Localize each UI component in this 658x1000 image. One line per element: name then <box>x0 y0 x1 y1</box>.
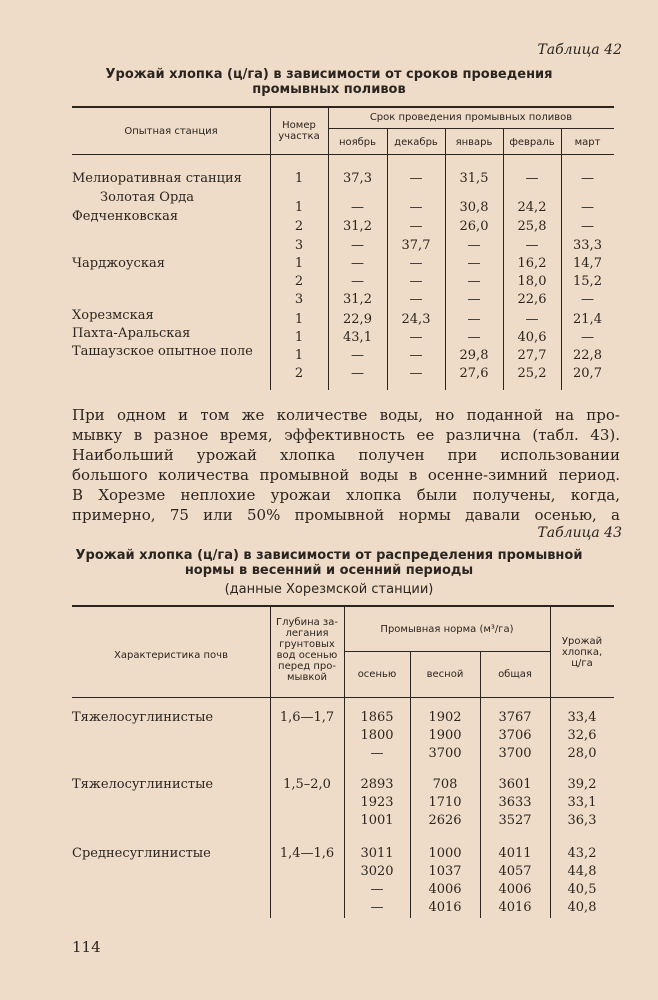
yield-value: 33,3 <box>573 238 602 253</box>
yield-value: — <box>581 292 594 307</box>
table42-top-rule <box>72 106 614 108</box>
wash-norm-value: 4016 <box>428 900 462 915</box>
yield-value: — <box>525 312 539 327</box>
wash-norm-value: 1902 <box>428 710 462 725</box>
yield-value: 16,2 <box>517 256 547 271</box>
cotton-yield: 33,4 <box>567 710 597 725</box>
paragraph-line: большого количества промывной воды в осенне-зимний период. <box>72 466 620 484</box>
wash-norm-value: — <box>370 746 384 761</box>
plot-number: 1 <box>294 200 304 215</box>
table43-col-depth: Глубина за- легания грунтовых вод осенью перед про- мывкой <box>276 617 338 683</box>
yield-value: — <box>525 238 539 253</box>
plot-number: 2 <box>294 366 304 381</box>
table42-header-mid-rule <box>328 128 614 129</box>
yield-value: — <box>467 274 481 289</box>
subcol-autumn: осенью <box>357 669 397 680</box>
yield-value: — <box>467 256 481 271</box>
station-name: Золотая Орда <box>100 190 195 205</box>
wash-norm-value: 1001 <box>360 813 394 828</box>
wash-norm-value: 4006 <box>428 882 462 897</box>
table43-subtitle: (данные Хорезмской станции) <box>224 582 434 597</box>
station-name: Ташаузское опытное поле <box>72 344 253 359</box>
page-number: 114 <box>72 938 101 956</box>
month-march: март <box>574 137 601 148</box>
wash-norm-value: 3527 <box>498 813 532 828</box>
wash-norm-value: 1000 <box>428 846 462 861</box>
table42-col-plot-1: Номер <box>282 120 316 131</box>
yield-value: — <box>409 171 423 186</box>
wash-norm-value: 4011 <box>498 846 532 861</box>
table43-title-line2: нормы в весенний и осенний периоды <box>184 563 474 578</box>
month-november: ноябрь <box>338 137 377 148</box>
yield-value: — <box>525 171 539 186</box>
wash-norm-value: 2893 <box>360 777 394 792</box>
yield-value: 31,2 <box>343 292 372 307</box>
yield-value: — <box>409 274 423 289</box>
cotton-yield: 28,0 <box>567 746 597 761</box>
table42-title-line2: промывных поливов <box>252 82 406 97</box>
yield-value: — <box>467 330 481 345</box>
yield-value: 22,6 <box>517 292 547 307</box>
cotton-yield: 32,6 <box>567 728 597 743</box>
table42-col-period: Срок проведения промывных поливов <box>369 112 573 123</box>
wash-norm-value: 1800 <box>360 728 394 743</box>
wash-norm-value: 1865 <box>360 710 394 725</box>
yield-value: 24,3 <box>401 312 431 327</box>
wash-norm-value: 1923 <box>360 795 394 810</box>
cotton-yield: 36,3 <box>567 813 597 828</box>
yield-value: — <box>351 238 364 253</box>
cotton-yield: 33,1 <box>567 795 597 810</box>
wash-norm-value: 3700 <box>428 746 462 761</box>
wash-norm-value: 4016 <box>498 900 532 915</box>
yield-value: — <box>409 219 423 234</box>
table42-title-line1: Урожай хлопка (ц/га) в зависимости от сроков проведения <box>105 67 553 82</box>
yield-value: — <box>409 200 423 215</box>
plot-number: 2 <box>294 274 304 289</box>
soil-type: Тяжелосуглинистые <box>72 710 214 725</box>
wash-norm-value: 1037 <box>428 864 462 879</box>
soil-type: Среднесуглинистые <box>72 846 211 861</box>
plot-number: 1 <box>294 330 304 345</box>
paragraph-line: В Хорезме неплохие урожаи хлопка были получены, когда, <box>72 486 620 504</box>
wash-norm-value: 3706 <box>498 728 532 743</box>
subcol-spring: весной <box>426 669 464 680</box>
yield-value: — <box>409 348 423 363</box>
subcol-total: общая <box>498 669 532 680</box>
month-january: январь <box>455 137 493 148</box>
wash-norm-value: 3601 <box>498 777 532 792</box>
yield-value: 26,0 <box>459 219 489 234</box>
yield-value: 29,8 <box>459 348 489 363</box>
yield-value: 27,6 <box>459 366 489 381</box>
paragraph-line: Наибольший урожай хлопка получен при использовании <box>72 446 620 464</box>
cotton-yield: 39,2 <box>567 777 597 792</box>
table43-header-bottom-rule <box>72 697 614 698</box>
station-name: Федченковская <box>72 209 179 224</box>
table42-label: Таблица 42 <box>537 42 622 58</box>
yield-value: — <box>581 330 594 345</box>
yield-value: 43,1 <box>343 330 372 345</box>
table43-top-rule <box>72 605 614 607</box>
yield-value: 31,5 <box>459 171 489 186</box>
wash-norm-value: 1710 <box>428 795 462 810</box>
plot-number: 2 <box>294 219 304 234</box>
yield-value: — <box>581 200 594 215</box>
station-name: Чарджоуская <box>72 256 165 271</box>
plot-number: 3 <box>294 292 304 307</box>
cotton-yield: 43,2 <box>567 846 597 861</box>
yield-value: 40,6 <box>517 330 547 345</box>
cotton-yield: 40,8 <box>567 900 597 915</box>
yield-value: 18,0 <box>517 274 547 289</box>
yield-value: — <box>467 292 481 307</box>
yield-value: — <box>409 366 423 381</box>
table43-header-mid-rule <box>344 651 550 652</box>
soil-type: Тяжелосуглинистые <box>72 777 214 792</box>
yield-value: — <box>467 312 481 327</box>
wash-norm-value: 1900 <box>428 728 462 743</box>
wash-norm-value: — <box>370 882 384 897</box>
yield-value: 31,2 <box>343 219 372 234</box>
table43-col-yield: Урожай хлопка, ц/га <box>561 636 603 669</box>
yield-value: — <box>351 274 364 289</box>
yield-value: 37,7 <box>401 238 431 253</box>
table43-col-soil: Характеристика почв <box>114 650 228 661</box>
wash-norm-value: 3633 <box>498 795 532 810</box>
wash-norm-value: — <box>370 900 384 915</box>
cotton-yield: 44,8 <box>567 864 597 879</box>
groundwater-depth: 1,6—1,7 <box>279 710 335 725</box>
wash-norm-value: 4006 <box>498 882 532 897</box>
wash-norm-value: 2626 <box>428 813 462 828</box>
wash-norm-value: 3700 <box>498 746 532 761</box>
yield-value: — <box>409 292 423 307</box>
yield-value: — <box>467 238 481 253</box>
plot-number: 3 <box>294 238 304 253</box>
yield-value: 27,7 <box>517 348 547 363</box>
wash-norm-value: 3011 <box>360 846 394 861</box>
plot-number: 1 <box>294 348 304 363</box>
yield-value: — <box>351 366 364 381</box>
table42-col-plot-2: участка <box>278 131 320 142</box>
table42-header-bottom-rule <box>72 154 614 155</box>
yield-value: 22,9 <box>343 312 372 327</box>
yield-value: — <box>409 330 423 345</box>
table43-title-line1: Урожай хлопка (ц/га) в зависимости от распределения промывной <box>75 548 583 563</box>
groundwater-depth: 1,4—1,6 <box>279 846 335 861</box>
groundwater-depth: 1,5–2,0 <box>283 777 331 792</box>
plot-number: 1 <box>294 171 304 186</box>
yield-value: 21,4 <box>573 312 602 327</box>
yield-value: — <box>581 219 594 234</box>
yield-value: 14,7 <box>573 256 602 271</box>
yield-value: 30,8 <box>459 200 489 215</box>
table43-col-norm: Промывная норма (м³/га) <box>380 624 514 635</box>
yield-value: 15,2 <box>573 274 602 289</box>
yield-value: — <box>351 348 364 363</box>
paragraph-line: мывку в разное время, эффективность ее различна (табл. 43). <box>72 426 620 444</box>
yield-value: — <box>351 200 364 215</box>
station-name: Пахта-Аральская <box>72 326 191 341</box>
month-december: декабрь <box>394 137 438 148</box>
yield-value: — <box>351 256 364 271</box>
yield-value: 24,2 <box>517 200 547 215</box>
station-name: Мелиоративная станция <box>72 171 242 186</box>
plot-number: 1 <box>294 312 304 327</box>
wash-norm-value: 3020 <box>360 864 394 879</box>
station-name: Хорезмская <box>72 308 154 323</box>
wash-norm-value: 4057 <box>498 864 532 879</box>
table42-col-station: Опытная станция <box>124 126 218 137</box>
month-february: февраль <box>509 137 555 148</box>
yield-value: — <box>409 256 423 271</box>
yield-value: 25,8 <box>517 219 547 234</box>
paragraph-line: При одном и том же количестве воды, но поданной на про- <box>72 406 620 424</box>
plot-number: 1 <box>294 256 304 271</box>
yield-value: 37,3 <box>343 171 372 186</box>
wash-norm-value: 3767 <box>498 710 532 725</box>
body-paragraph <box>72 405 620 525</box>
cotton-yield: 40,5 <box>567 882 597 897</box>
yield-value: 25,2 <box>517 366 547 381</box>
yield-value: — <box>581 171 594 186</box>
yield-value: 20,7 <box>573 366 602 381</box>
table43-label: Таблица 43 <box>537 525 622 541</box>
wash-norm-value: 708 <box>432 777 458 792</box>
yield-value: 22,8 <box>573 348 602 363</box>
paragraph-line: примерно, 75 или 50% промывной нормы давали осенью, а <box>72 506 620 524</box>
